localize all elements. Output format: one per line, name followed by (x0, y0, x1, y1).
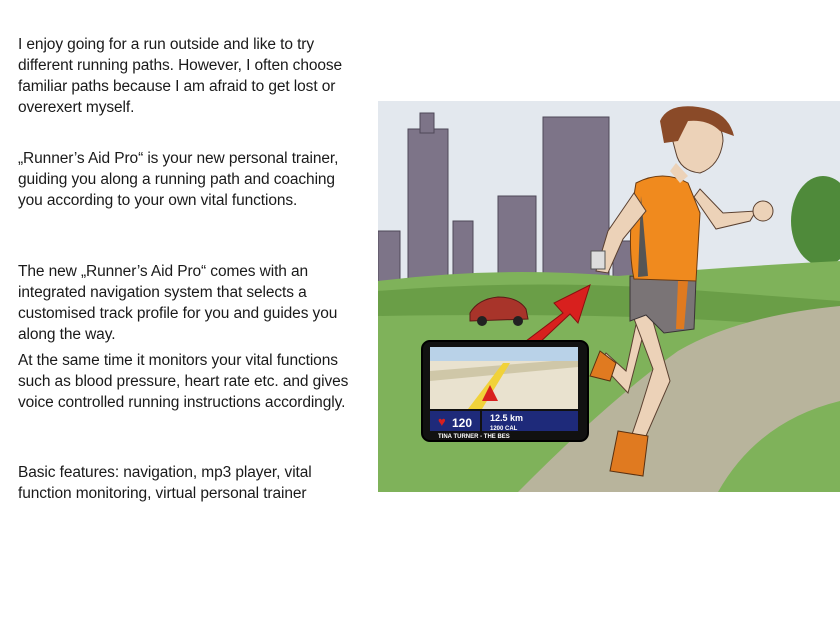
paragraph-intro: I enjoy going for a run outside and like to try different running paths. However, I often choose familiar paths because I am afraid to get lost or overexert myself. (18, 36, 343, 116)
gps-device (422, 341, 588, 441)
runner-scene (378, 101, 840, 492)
paragraph-product: „Runner’s Aid Pro“ is your new personal trainer, guiding you along a running path and coaching you according to your own vital functions. (18, 150, 339, 209)
distance-value: 12.5 km (490, 413, 524, 423)
paragraph-monitoring: At the same time it monitors your vital functions such as blood pressure, heart rate etc. and gives voice controlled running instructions accordingly. (18, 352, 349, 411)
runner-illustration (378, 101, 840, 492)
paragraph-features: Basic features: navigation, mp3 player, vital function monitoring, virtual personal trainer (18, 464, 312, 502)
heart-rate-value: 120 (452, 416, 473, 430)
track-name: TINA TURNER - THE BES (438, 434, 510, 440)
paragraph-navigation: The new „Runner’s Aid Pro“ comes with an integrated navigation system that selects a customised track profile for you and guides you along the way. (18, 263, 338, 343)
calories-value: 1200 CAL (490, 426, 518, 432)
heart-icon: ♥ (438, 414, 446, 429)
